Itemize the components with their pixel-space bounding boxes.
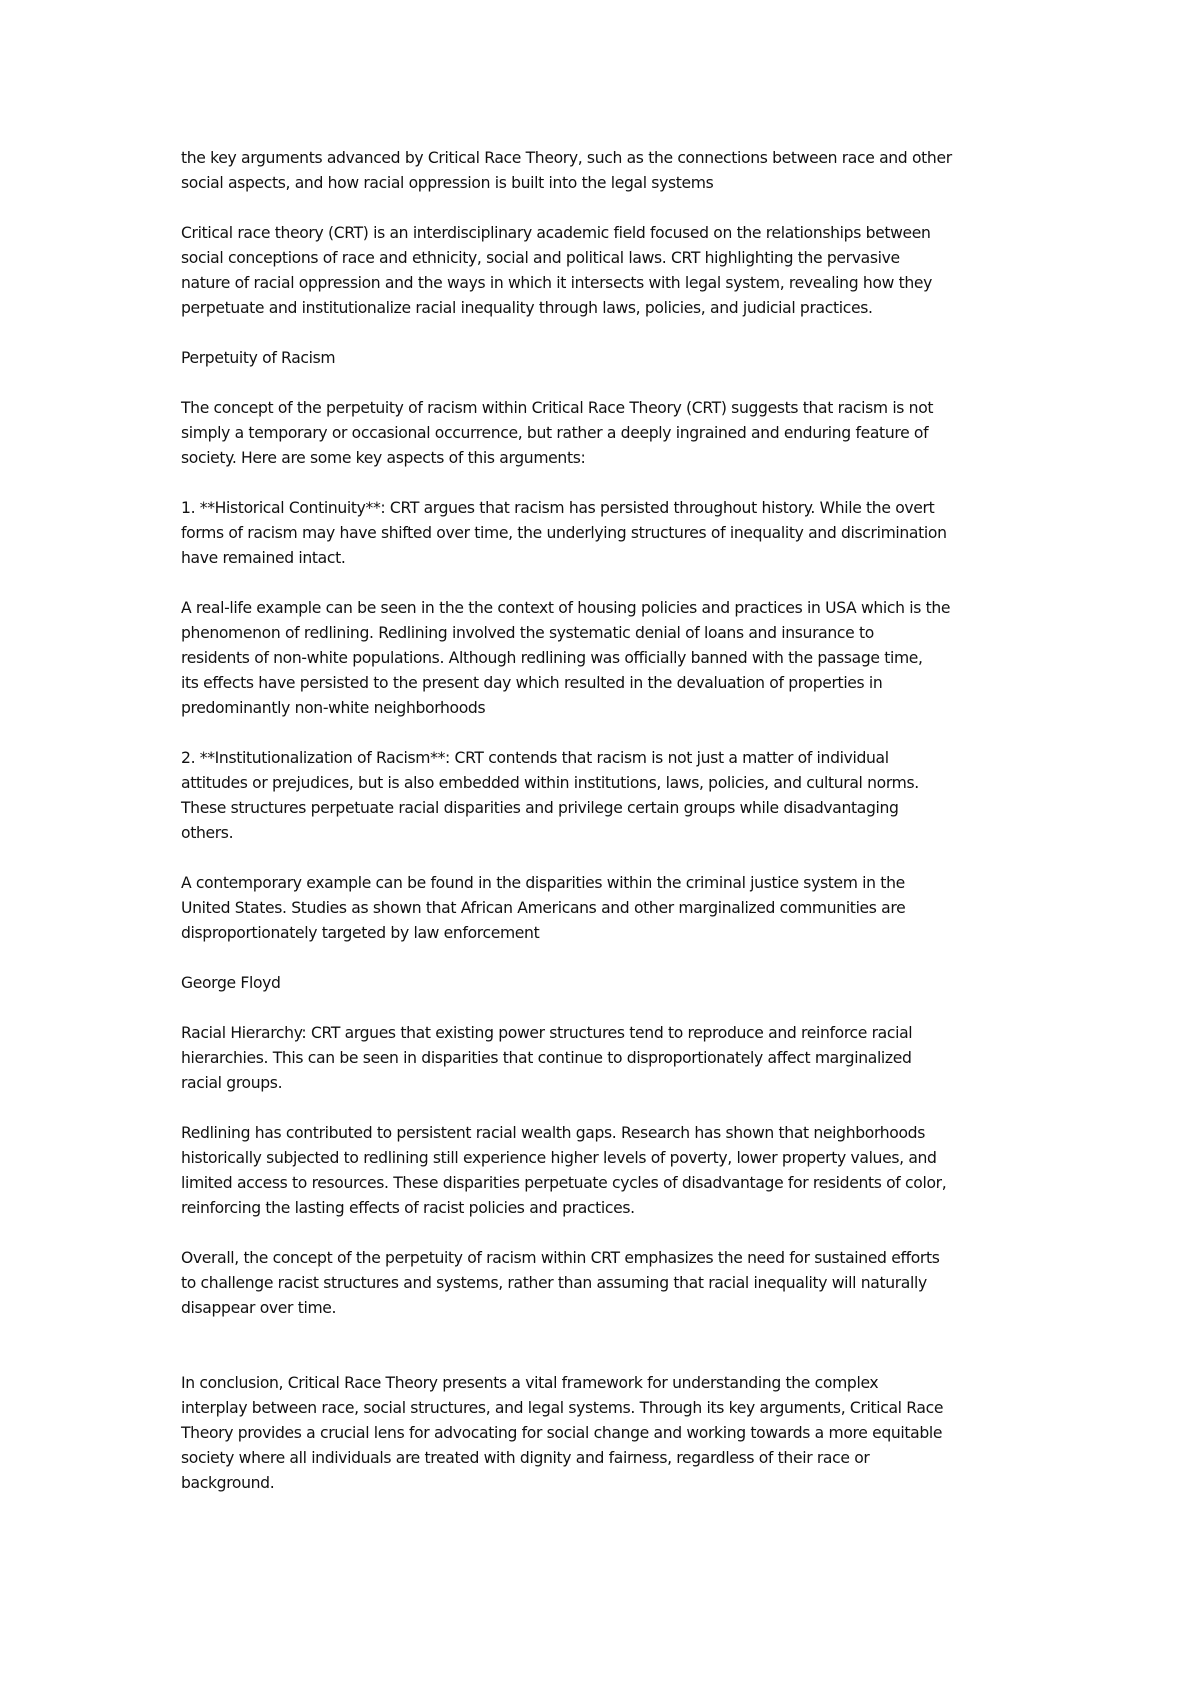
text-line: perpetuate and institutionalize racial inequality through laws, policies, and judicial practices.: [181, 299, 873, 317]
paragraph-conclusion: [181, 1371, 1041, 1496]
heading-text: Perpetuity of Racism: [181, 349, 336, 367]
text-line: Racial Hierarchy: CRT argues that existing power structures tend to reproduce and reinforce racial: [181, 1024, 913, 1042]
text-line: United States. Studies as shown that African Americans and other marginalized communities are: [181, 899, 906, 917]
paragraph-historical-continuity: [181, 496, 1041, 571]
paragraph-crt-definition: [181, 221, 1041, 321]
paragraph-overall: [181, 1246, 1041, 1321]
text-line: background.: [181, 1474, 275, 1492]
text-line: predominantly non-white neighborhoods: [181, 699, 486, 717]
text-line: the key arguments advanced by Critical Race Theory, such as the connections between race and other: [181, 149, 952, 167]
text-line: A real-life example can be seen in the the context of housing policies and practices in USA which is the: [181, 599, 951, 617]
text-line: These structures perpetuate racial disparities and privilege certain groups while disadvantaging: [181, 799, 899, 817]
text-line: historically subjected to redlining still experience higher levels of poverty, lower property values, and: [181, 1149, 937, 1167]
document-body: [181, 146, 1041, 1521]
text-line: nature of racial oppression and the ways in which it intersects with legal system, revealing how they: [181, 274, 933, 292]
text-line: have remained intact.: [181, 549, 346, 567]
text-line: In conclusion, Critical Race Theory presents a vital framework for understanding the complex: [181, 1374, 879, 1392]
text-line: forms of racism may have shifted over time, the underlying structures of inequality and discrimination: [181, 524, 947, 542]
text-line: society where all individuals are treated with dignity and fairness, regardless of their race or: [181, 1449, 870, 1467]
text-line: A contemporary example can be found in the disparities within the criminal justice system in the: [181, 874, 905, 892]
text-line: simply a temporary or occasional occurrence, but rather a deeply ingrained and enduring feature of: [181, 424, 929, 442]
text-line: Overall, the concept of the perpetuity of racism within CRT emphasizes the need for sustained efforts: [181, 1249, 940, 1267]
paragraph-wealth-gaps: [181, 1121, 1041, 1221]
paragraph-criminal-justice-example: [181, 871, 1041, 946]
text-line: its effects have persisted to the present day which resulted in the devaluation of properties in: [181, 674, 883, 692]
text-line: The concept of the perpetuity of racism within Critical Race Theory (CRT) suggests that racism is not: [181, 399, 934, 417]
paragraph-intro-arguments: [181, 146, 1041, 196]
text-line: 2. **Institutionalization of Racism**: CRT contends that racism is not just a matter of individual: [181, 749, 889, 767]
text-line: social conceptions of race and ethnicity, social and political laws. CRT highlighting the pervasive: [181, 249, 900, 267]
text-line: social aspects, and how racial oppression is built into the legal systems: [181, 174, 714, 192]
text-line: hierarchies. This can be seen in disparities that continue to disproportionately affect marginalized: [181, 1049, 912, 1067]
text-line: reinforcing the lasting effects of racist policies and practices.: [181, 1199, 635, 1217]
paragraph-george-floyd: [181, 971, 1041, 996]
text-line: society. Here are some key aspects of this arguments:: [181, 449, 586, 467]
text-line: Critical race theory (CRT) is an interdisciplinary academic field focused on the relationships between: [181, 224, 931, 242]
text-line: racial groups.: [181, 1074, 283, 1092]
text-line: others.: [181, 824, 234, 842]
text-line: disproportionately targeted by law enforcement: [181, 924, 540, 942]
text-line: phenomenon of redlining. Redlining involved the systematic denial of loans and insurance to: [181, 624, 874, 642]
heading-perpetuity-of-racism: [181, 346, 1041, 371]
text-line: to challenge racist structures and systems, rather than assuming that racial inequality will naturally: [181, 1274, 927, 1292]
text-line: interplay between race, social structures, and legal systems. Through its key arguments, Critical Race: [181, 1399, 944, 1417]
text-line: George Floyd: [181, 974, 281, 992]
text-line: attitudes or prejudices, but is also embedded within institutions, laws, policies, and cultural norms.: [181, 774, 919, 792]
text-line: 1. **Historical Continuity**: CRT argues that racism has persisted throughout history. While the overt: [181, 499, 935, 517]
paragraph-redlining-example: [181, 596, 1041, 721]
text-line: Redlining has contributed to persistent racial wealth gaps. Research has shown that neighborhoods: [181, 1124, 925, 1142]
text-line: Theory provides a crucial lens for advocating for social change and working towards a more equitable: [181, 1424, 943, 1442]
text-line: disappear over time.: [181, 1299, 337, 1317]
paragraph-perpetuity-concept: [181, 396, 1041, 471]
paragraph-institutionalization: [181, 746, 1041, 846]
text-line: residents of non-white populations. Although redlining was officially banned with the passage time,: [181, 649, 923, 667]
paragraph-racial-hierarchy: [181, 1021, 1041, 1096]
text-line: limited access to resources. These disparities perpetuate cycles of disadvantage for residents of color,: [181, 1174, 947, 1192]
